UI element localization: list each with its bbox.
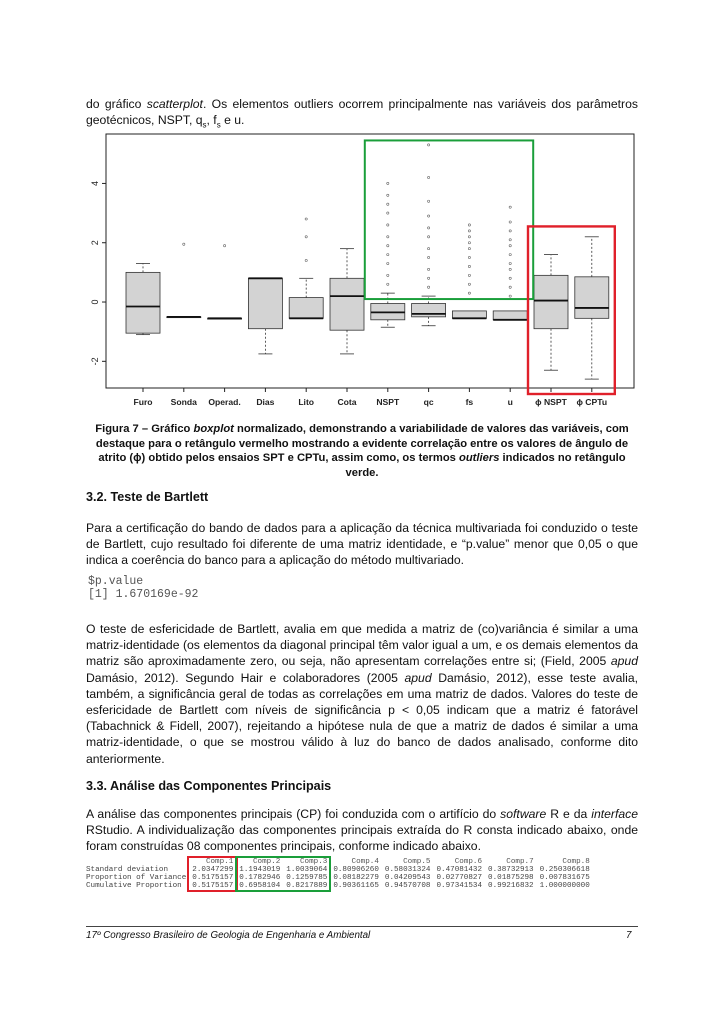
outlier-point <box>509 268 511 270</box>
outlier-point <box>387 224 389 226</box>
table-cell: 0.5175157 <box>192 874 234 882</box>
x-tick-label: Dias <box>256 397 275 407</box>
outlier-point <box>428 277 430 279</box>
pca-green-highlight <box>235 856 331 892</box>
outlier-point <box>428 286 430 288</box>
outlier-point <box>224 245 226 247</box>
outlier-point <box>428 144 430 146</box>
boxplot-chart <box>86 130 638 414</box>
outlier-point <box>428 215 430 217</box>
y-tick-label: 0 <box>90 299 100 305</box>
box-body <box>452 311 486 318</box>
outlier-point <box>509 277 511 279</box>
outlier-point <box>509 295 511 297</box>
table-cell: 0.8217889 <box>286 882 328 890</box>
pca-header-comp: Comp.4 <box>351 858 379 866</box>
outlier-point <box>183 243 185 245</box>
outlier-point <box>387 212 389 214</box>
pca-paragraph: A análise das componentes principais (CP) foi conduzida com o artifício do software R e da interface RStudio. A individualização das componentes principais extraída do R consta indicado abaixo, onde foram construídas 08 componentes principais, conforme indicado abaixo. <box>86 807 639 854</box>
x-tick-label: Furo <box>133 397 153 407</box>
outlier-point <box>468 274 470 276</box>
x-tick-label: ϕ NSPT <box>535 397 567 407</box>
table-cell: 0.250306618 <box>539 866 590 874</box>
outlier-point <box>509 206 511 208</box>
table-cell: 0.1259785 <box>286 874 328 882</box>
pca-table <box>86 858 593 890</box>
outlier-point <box>387 194 389 196</box>
x-tick-label: fs <box>465 397 474 407</box>
code-line-2: [1] 1.670169e-92 <box>88 588 199 601</box>
table-cell: 0.04209543 <box>384 874 431 882</box>
outlier-point <box>428 248 430 250</box>
pca-table-wrapper <box>86 858 593 890</box>
row-label: Cumulative Proportion <box>86 882 182 890</box>
bartlett-paragraph-1: Para a certificação do bando de dados para a aplicação da técnica multivariada foi conduzido o teste de Bartlett, cujo resultado foi diferente de uma matriz identidade, e “p.value” menor que 0,05 o que indica a coerência do banco para a aplicação do método multivariado. <box>86 521 638 568</box>
table-row <box>86 874 593 882</box>
table-cell: 0.6958104 <box>239 882 281 890</box>
outlier-point <box>305 218 307 220</box>
x-tick-label: ϕ CPTu <box>576 397 608 407</box>
outlier-point <box>468 283 470 285</box>
green-highlight-rect <box>365 140 533 299</box>
table-cell: 0.007831675 <box>539 874 590 882</box>
page-number: 7 <box>626 930 632 941</box>
pca-red-highlight <box>187 856 238 892</box>
table-cell: 0.1782946 <box>239 874 281 882</box>
box-body <box>248 278 282 328</box>
pca-header-row <box>86 858 593 866</box>
x-tick-label: u <box>507 397 513 407</box>
x-tick-label: Operad. <box>208 397 241 407</box>
table-cell: 0.47081432 <box>436 866 483 874</box>
code-output <box>88 575 198 601</box>
box-body <box>575 277 609 319</box>
outlier-point <box>509 253 511 255</box>
table-cell: 0.01875298 <box>488 874 534 882</box>
box-body <box>493 311 527 320</box>
table-cell: 0.99216832 <box>488 882 534 890</box>
table-cell: 0.5175157 <box>192 882 234 890</box>
x-tick-label: Sonda <box>170 397 197 407</box>
x-tick-label: qc <box>423 397 434 407</box>
pca-header-comp: Comp.7 <box>506 858 534 866</box>
table-cell: 0.02770827 <box>436 874 483 882</box>
figure-caption: Figura 7 – Gráfico boxplot normalizado, demonstrando a variabilidade de valores das variáveis, com destaque para o retângulo vermelho mostrando a evidente correlação entre os valores de ângulo de atrito (ϕ) obtido pelos ensaios SPT e CPTu, assim como, os termos outliers indicados no retângulo verde. <box>95 423 629 479</box>
outlier-point <box>428 176 430 178</box>
y-tick-label: 2 <box>90 240 100 246</box>
table-cell: 0.80906260 <box>333 866 379 874</box>
outlier-point <box>428 256 430 258</box>
outlier-point <box>387 245 389 247</box>
row-label: Standard deviation <box>86 866 169 874</box>
outlier-point <box>468 265 470 267</box>
outlier-point <box>305 236 307 238</box>
outlier-point <box>468 256 470 258</box>
outlier-point <box>387 236 389 238</box>
table-cell: 0.90361165 <box>333 882 379 890</box>
x-tick-label: Lito <box>298 397 315 407</box>
table-cell: 1.0039064 <box>286 866 328 874</box>
pca-header-comp: Comp.6 <box>454 858 483 866</box>
outlier-point <box>509 230 511 232</box>
row-label: Proportion of Variance <box>86 874 187 882</box>
table-cell: 0.58031324 <box>384 866 431 874</box>
intro-paragraph: do gráfico scatterplot. Os elementos outliers ocorrem principalmente nas variáveis dos parâmetros geotécnicos, NSPT, $q_s$, $f_s$ e u. <box>86 97 638 130</box>
table-cell: 0.38732913 <box>488 866 534 874</box>
boxplot-figure <box>86 130 638 414</box>
footer-rule <box>86 926 638 927</box>
outlier-point <box>305 259 307 261</box>
table-row <box>86 882 593 890</box>
table-cell: 0.08182279 <box>333 874 379 882</box>
pca-header-comp: Comp.2 <box>252 858 281 866</box>
outlier-point <box>468 292 470 294</box>
table-cell: 1.1943019 <box>239 866 281 874</box>
outlier-point <box>428 227 430 229</box>
outlier-point <box>509 286 511 288</box>
outlier-point <box>387 253 389 255</box>
table-cell: 0.94570708 <box>384 882 431 890</box>
table-cell: 2.0347299 <box>192 866 234 874</box>
pca-header-comp: Comp.8 <box>562 858 590 866</box>
x-tick-label: Cota <box>337 397 357 407</box>
footer-text: 17º Congresso Brasileiro de Geologia de Engenharia e Ambiental <box>86 930 371 941</box>
outlier-point <box>468 242 470 244</box>
outlier-point <box>387 182 389 184</box>
outlier-point <box>428 200 430 202</box>
outlier-point <box>509 262 511 264</box>
outlier-point <box>387 274 389 276</box>
section-heading-pca: 3.3. Análise das Componentes Principais <box>86 779 332 793</box>
outlier-point <box>468 248 470 250</box>
y-tick-label: -2 <box>90 357 100 366</box>
pca-header-comp: Comp.3 <box>299 858 328 866</box>
pca-header-comp: Comp.1 <box>205 858 234 866</box>
box-body <box>126 272 160 333</box>
outlier-point <box>428 236 430 238</box>
section-heading-bartlett: 3.2. Teste de Bartlett <box>86 490 209 504</box>
table-cell: 1.000000000 <box>539 882 590 890</box>
bartlett-paragraph-2: O teste de esfericidade de Bartlett, avalia em que medida a matriz de (co)variância é similar a uma matriz-identidade (os elementos da diagonal principal têm valor igual a um, e os demais elementos da matriz são aproximadamente zero, ou seja, não apresentam correlações entre si; (Field, 2005 apud Damásio, 2012). Segundo Hair e colaboradores (2005 apud Damásio, 2012), esse teste avalia, também, a significância geral de todas as correlações em uma matriz de dados. Valores do teste de esfericidade de Bartlett com níveis de significância p < 0,05 indicam que a matriz é fatorável (Tabachnick & Fidell, 2007), rejeitando a hipótese nula de que a matriz de dados é similar a uma matriz-identidade, o que se mostrou válido à luz do banco de dados analisado, conforme dito anteriormente. <box>86 622 638 766</box>
x-tick-label: NSPT <box>376 397 400 407</box>
box-body <box>412 304 446 317</box>
outlier-point <box>468 236 470 238</box>
y-tick-label: 4 <box>90 180 100 186</box>
code-line-1: $p.value <box>88 575 144 588</box>
outlier-point <box>509 221 511 223</box>
outlier-point <box>387 283 389 285</box>
pca-header-comp: Comp.5 <box>403 858 431 866</box>
plot-frame <box>106 134 634 388</box>
table-row <box>86 866 593 874</box>
outlier-point <box>509 239 511 241</box>
outlier-point <box>428 268 430 270</box>
outlier-point <box>468 230 470 232</box>
outlier-point <box>468 224 470 226</box>
outlier-point <box>387 262 389 264</box>
table-cell: 0.97341534 <box>436 882 483 890</box>
pca-header-empty <box>86 858 189 866</box>
outlier-point <box>509 245 511 247</box>
box-body <box>289 298 323 319</box>
box-body <box>534 275 568 328</box>
outlier-point <box>387 203 389 205</box>
box-body <box>330 278 364 330</box>
